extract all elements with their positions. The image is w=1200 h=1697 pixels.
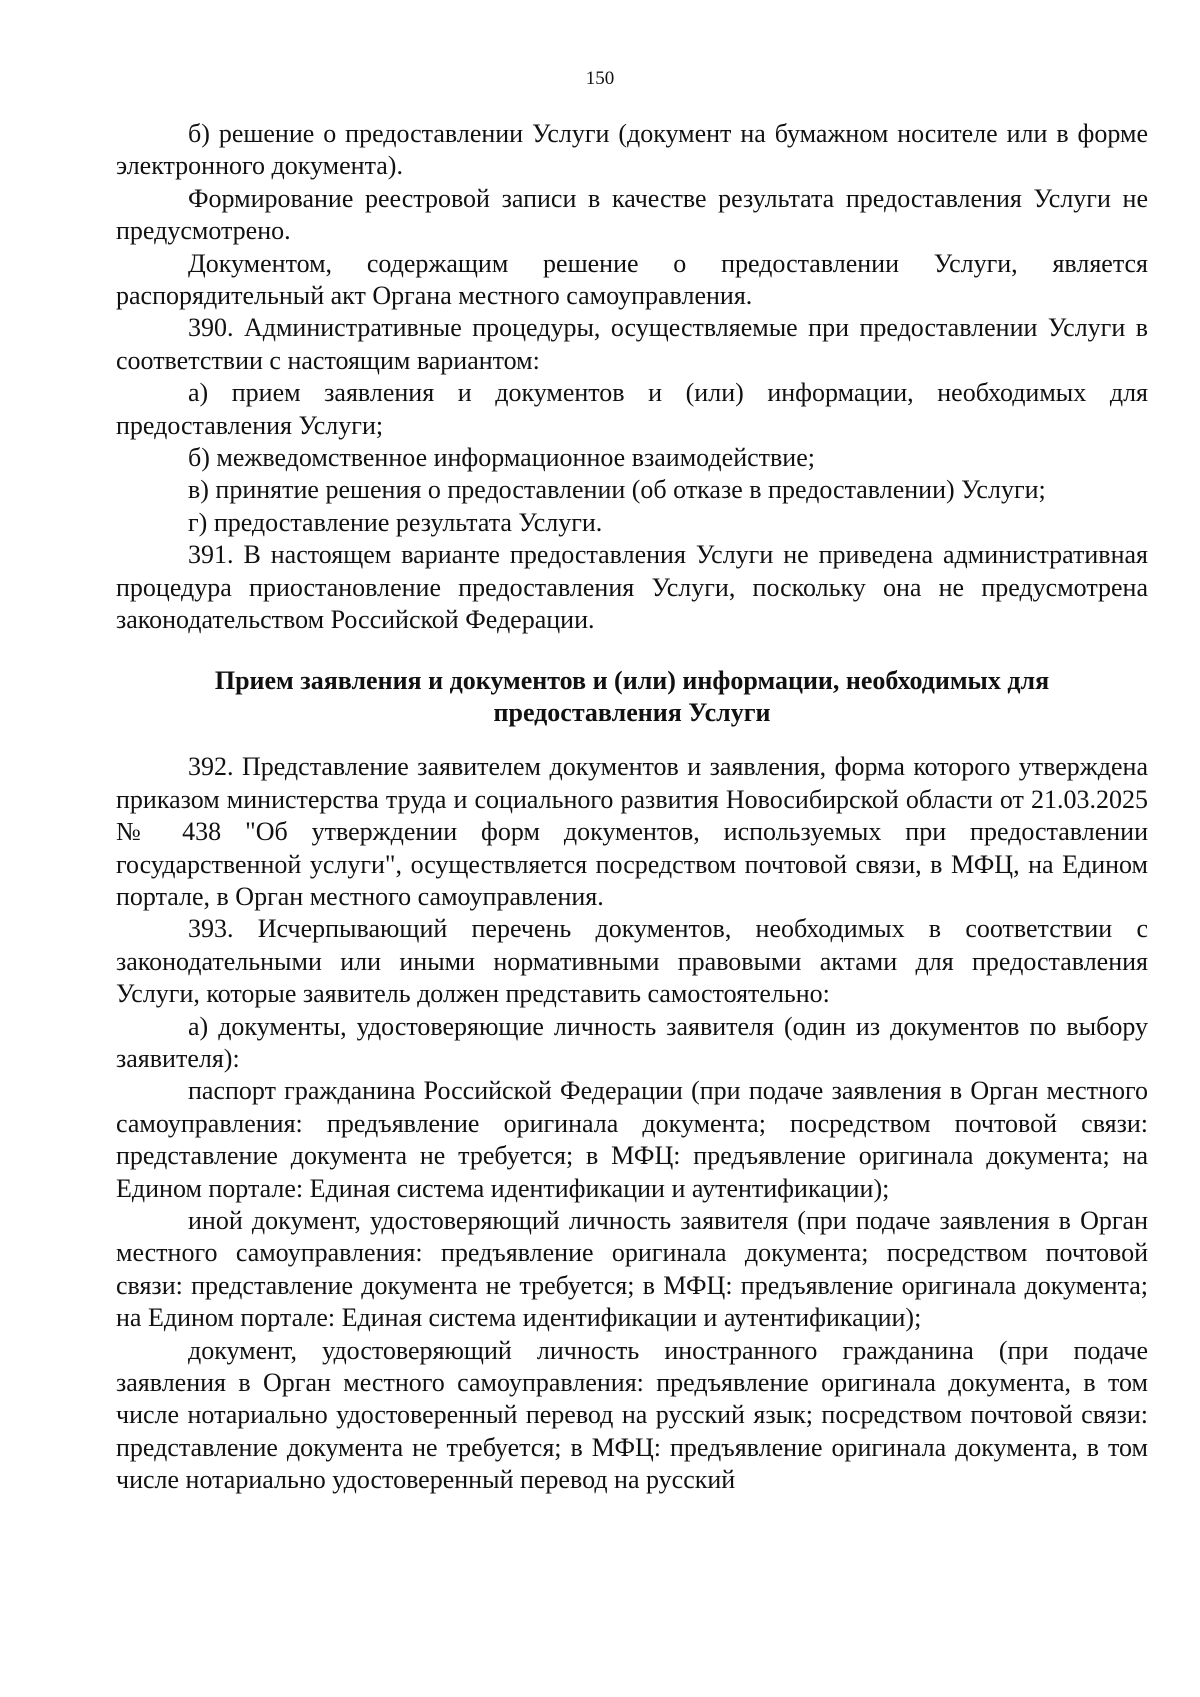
paragraph-391: 391. В настоящем варианте предоставления Услуги не приведена административная процедура приостановление предоставления Услуги, поскольку она не предусмотрена законодательством Российской Федерации.	[116, 540, 1148, 635]
paragraph-foreign-citizen-document: документ, удостоверяющий личность иностранного гражданина (при подаче заявления в Орган местного самоуправления: предъявление оригинала документа, в том числе нотариально удостоверенный перевод на русский язык; посредством почтовой связи: представление документа не требуется; в МФЦ: предъявление оригинала документа, в том числе нотариально удостоверенный перевод на русский	[116, 1335, 1148, 1495]
document-body	[116, 118, 1148, 1497]
paragraph-390-a: а) прием заявления и документов и (или) информации, необходимых для предоставления Услуги;	[116, 378, 1148, 440]
page-number: 150	[585, 68, 615, 89]
paragraph-passport: паспорт гражданина Российской Федерации (при подаче заявления в Орган местного самоуправления: предъявление оригинала документа; посредством почтовой связи: представление документа не требуется; в МФЦ: предъявление оригинала документа; на Едином портале: Единая система идентификации и аутентификации);	[116, 1076, 1148, 1203]
paragraph-registry-record: Формирование реестровой записи в качестве результата предоставления Услуги не предусмотрено.	[116, 183, 1148, 246]
paragraph-390-b: б) межведомственное информационное взаимодействие;	[188, 443, 815, 473]
paragraph-result-decision: б) решение о предоставлении Услуги (документ на бумажном носителе или в форме электронного документа).	[116, 119, 1148, 181]
paragraph-390: 390. Административные процедуры, осуществляемые при предоставлении Услуги в соответствии с настоящим вариантом:	[116, 313, 1148, 375]
section-heading: Прием заявления и документов и (или) информации, необходимых для предоставления Услуги	[214, 665, 1050, 727]
paragraph-390-g: г) предоставление результата Услуги.	[188, 507, 603, 537]
paragraph-390-v: в) принятие решения о предоставлении (об отказе в предоставлении) Услуги;	[188, 475, 1046, 505]
paragraph-392: 392. Представление заявителем документов и заявления, форма которого утверждена приказом министерства труда и социального развития Новосибирской области от 21.03.2025 № 438 "Об утверждении форм документов, используемых при предоставлении государственной услуги", осуществляется посредством почтовой связи, в МФЦ, на Едином портале, в Орган местного самоуправления.	[116, 752, 1148, 911]
paragraph-other-id-document: иной документ, удостоверяющий личность заявителя (при подаче заявления в Орган местного самоуправления: предъявление оригинала документа; посредством почтовой связи: представление документа не требуется; в МФЦ: предъявление оригинала документа; на Едином портале: Единая система идентификации и аутентификации);	[116, 1206, 1148, 1333]
paragraph-393-a: а) документы, удостоверяющие личность заявителя (один из документов по выбору заявителя):	[116, 1011, 1148, 1073]
paragraph-393: 393. Исчерпывающий перечень документов, необходимых в соответствии с законодательными или иными нормативными правовыми актами для предоставления Услуги, которые заявитель должен представить самостоятельно:	[116, 914, 1148, 1009]
paragraph-decision-document: Документом, содержащим решение о предоставлении Услуги, является распорядительный акт Органа местного самоуправления.	[116, 248, 1148, 311]
